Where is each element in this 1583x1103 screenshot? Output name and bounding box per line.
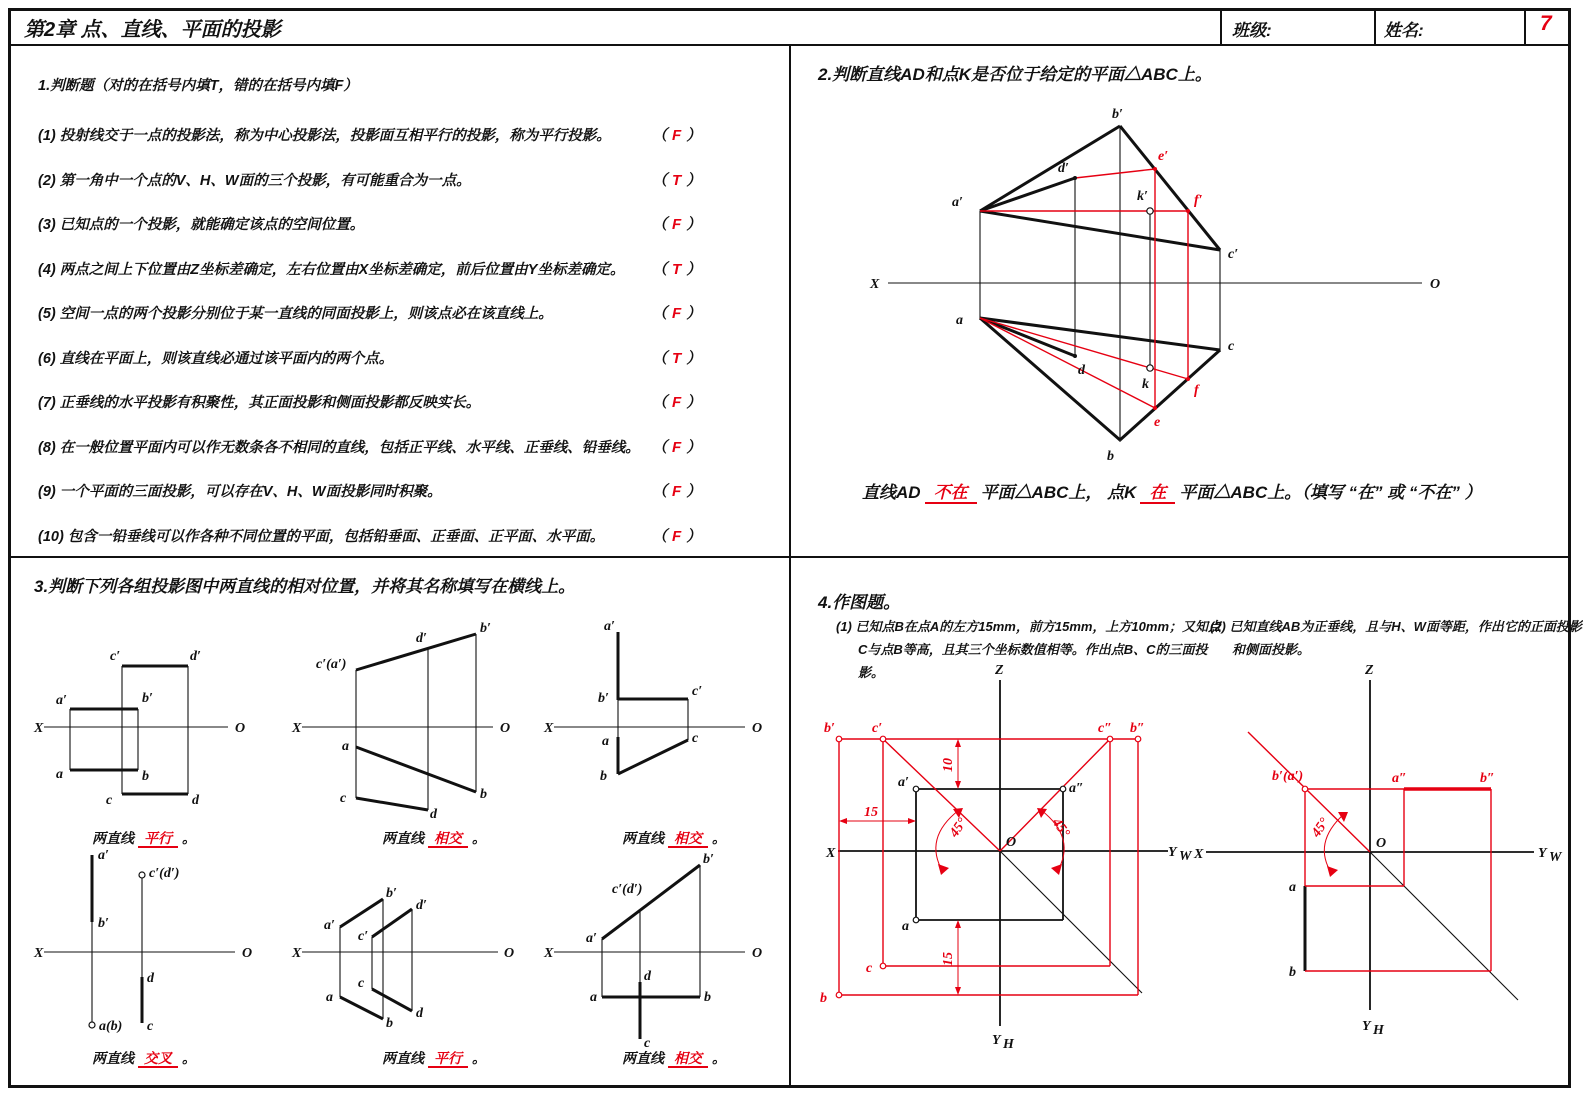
- figure-label: b′: [480, 621, 491, 636]
- figure-label: a: [902, 919, 909, 934]
- figure-label: k′: [1137, 189, 1148, 204]
- figure-label: b: [600, 769, 607, 784]
- q1-item-2: [38, 169, 762, 191]
- figure-label: b′: [703, 852, 714, 867]
- q1-item-answer: （ T ）: [652, 349, 702, 367]
- q3-title: 3.判断下列各组投影图中两直线的相对位置，并将其名称填写在横线上。: [34, 577, 576, 596]
- figure-label: W: [1179, 849, 1192, 864]
- figure-label: b: [142, 769, 149, 784]
- figure-label: W: [1549, 850, 1562, 865]
- figure-label: c′(a′): [316, 657, 347, 672]
- figure-label: c′(d′): [612, 882, 643, 897]
- q1-item-text: (3) 已知点的一个投影，就能确定该点的空间位置。: [38, 217, 365, 233]
- figure-label: a: [956, 313, 963, 328]
- figure-label: Y: [1168, 845, 1177, 860]
- q3-blank-5: 平行: [428, 1050, 468, 1068]
- figure-label: k: [1142, 377, 1149, 392]
- figure-label: b′: [386, 886, 397, 901]
- q1-answer-letter: F: [672, 394, 682, 411]
- figure-label: X: [34, 946, 44, 961]
- q3-blank-6: 相交: [668, 1050, 708, 1068]
- q1-title: 1.判断题（对的在括号内填T，错的在括号内填F）: [38, 78, 358, 94]
- figure-label: 45°: [1308, 815, 1333, 841]
- q2-blank-1: 不在: [925, 483, 977, 504]
- figure-label: a: [56, 767, 63, 782]
- q3-answer-2: 两直线 相交 。: [382, 830, 486, 846]
- figure-label: c′: [692, 684, 703, 699]
- figure-label: b′: [598, 691, 609, 706]
- figure-label: a: [590, 990, 597, 1005]
- q1-answer-letter: F: [672, 305, 682, 322]
- figure-label: X: [1194, 847, 1204, 862]
- q1-item-text: (10) 包含一铅垂线可以作各种不同位置的平面，包括铅垂面、正垂面、正平面、水平面。: [38, 528, 605, 545]
- figure-label: 15: [864, 805, 878, 820]
- figure-label: c″: [1098, 721, 1112, 736]
- figure-label: a: [342, 739, 349, 754]
- q1-item-answer: （ F ）: [652, 438, 702, 456]
- figure-label: f: [1194, 383, 1199, 398]
- figure-label: O: [500, 721, 511, 736]
- figure-label: c: [866, 961, 873, 976]
- q3-blank-2: 相交: [428, 830, 468, 848]
- figure-label: b′: [1112, 107, 1123, 122]
- q3-figure-5: [288, 827, 524, 1077]
- q1-item-answer: （ F ）: [652, 216, 702, 233]
- name-label: 姓名:: [1384, 21, 1424, 40]
- q1-answer-letter: F: [672, 483, 682, 500]
- figure-label: Z: [995, 663, 1004, 678]
- q1-item-7: [38, 391, 762, 413]
- figure-label: b: [386, 1016, 393, 1031]
- figure-label: O: [235, 721, 246, 736]
- figure-label: H: [1373, 1023, 1384, 1038]
- figure-label: X: [826, 846, 836, 861]
- q1-item-answer: （ F ）: [652, 527, 702, 545]
- q1-item-1: [38, 124, 762, 146]
- figure-label: c: [358, 976, 365, 991]
- figure-label: X: [34, 721, 44, 736]
- q1-item-answer: （ T ）: [652, 260, 702, 278]
- figure-label: b: [820, 991, 827, 1006]
- figure-label: b: [1107, 449, 1114, 464]
- q3-answer-4: 两直线 交叉 。: [92, 1050, 196, 1066]
- figure-label: a″: [1069, 781, 1084, 796]
- figure-label: b: [480, 787, 487, 802]
- q3-figure-1: [30, 602, 266, 852]
- figure-label: d: [644, 969, 651, 984]
- header-cell-line-2: [1374, 8, 1376, 46]
- q1-item-answer: （ F ）: [652, 483, 702, 500]
- q3-figure-2: [288, 602, 524, 852]
- q3-figure-4: [30, 827, 266, 1077]
- figure-label: c: [1228, 339, 1235, 354]
- figure-label: c′: [1228, 247, 1239, 262]
- figure-label: d: [147, 971, 154, 986]
- q2-answer-part2: 平面△ABC上， 点K: [980, 483, 1137, 502]
- q1-item-3: [38, 213, 762, 235]
- figure-label: H: [1003, 1037, 1014, 1052]
- figure-label: X: [292, 721, 302, 736]
- q3-figure-3: [540, 602, 776, 852]
- q1-answer-letter: F: [672, 527, 682, 545]
- figure-label: a′: [98, 848, 109, 863]
- figure-label: d: [430, 807, 437, 822]
- q1-answer-letter: T: [672, 349, 682, 367]
- figure-label: a′: [586, 931, 597, 946]
- figure-label: a′: [604, 619, 615, 634]
- q4-figure-1: [810, 658, 1200, 1058]
- figure-label: d: [1078, 363, 1085, 378]
- figure-label: X: [292, 946, 302, 961]
- q1-item-text: (7) 正垂线的水平投影有积聚性，其正面投影和侧面投影都反映实长。: [38, 395, 481, 411]
- q3-blank-3: 相交: [668, 830, 708, 848]
- figure-label: Z: [1365, 663, 1374, 678]
- figure-label: a(b): [99, 1019, 123, 1034]
- figure-label: b′(a′): [1272, 769, 1304, 784]
- header-cell-line-3: [1524, 8, 1526, 46]
- q1-item-text: (8) 在一般位置平面内可以作无数条各不相同的直线，包括正平线、水平线、正垂线、铅垂线。: [38, 439, 640, 456]
- q3-answer-3: 两直线 相交 。: [622, 830, 726, 846]
- figure-label: a″: [1392, 771, 1407, 786]
- q1-item-answer: （ F ）: [652, 394, 702, 411]
- figure-label: a′: [952, 195, 963, 210]
- q1-item-5: [38, 302, 762, 324]
- figure-label: c: [692, 731, 699, 746]
- figure-label: b″: [1130, 721, 1145, 736]
- q1-item-9: [38, 480, 762, 502]
- class-label: 班级:: [1232, 21, 1272, 40]
- q1-item-6: [38, 347, 762, 369]
- figure-label: e: [1154, 415, 1161, 430]
- q3-blank-1: 平行: [138, 830, 178, 848]
- figure-label: a′: [898, 775, 909, 790]
- q3-answer-prefix: 两直线: [92, 830, 134, 846]
- q2-answer-part1: 直线AD: [862, 483, 921, 502]
- q4-title: 4.作图题。: [818, 593, 901, 612]
- q1-answer-letter: F: [672, 438, 682, 456]
- figure-label: e′: [1158, 149, 1169, 164]
- figure-label: b′: [824, 721, 835, 736]
- figure-label: 10: [941, 758, 956, 772]
- page-title: 第2章 点、直线、平面的投影: [24, 19, 281, 41]
- figure-label: O: [242, 946, 253, 961]
- figure-label: c′: [358, 929, 369, 944]
- q1-answer-letter: F: [672, 216, 682, 233]
- q1-item-4: [38, 258, 762, 280]
- q1-answer-letter: T: [672, 171, 682, 189]
- page-number: 7: [1540, 12, 1552, 35]
- vertical-divider: [789, 45, 791, 1088]
- figure-label: d′: [1058, 161, 1069, 176]
- q2-answer-line: [862, 478, 1482, 503]
- figure-label: O: [1430, 277, 1441, 292]
- q1-item-text: (1) 投射线交于一点的投影法，称为中心投影法，投影面互相平行的投影，称为平行投影。: [38, 128, 611, 144]
- figure-label: a: [326, 990, 333, 1005]
- q2-figure: [850, 88, 1470, 488]
- q4-sub2-text: (2) 已知直线AB为正垂线，且与H、W面等距，作出它的正面投影和侧面投影。: [1210, 619, 1582, 657]
- figure-label: O: [752, 721, 763, 736]
- figure-label: d′: [416, 898, 427, 913]
- q1-item-8: [38, 436, 762, 458]
- figure-label: X: [870, 277, 880, 292]
- q1-item-text: (9) 一个平面的三面投影，可以存在V、H、W面投影同时积聚。: [38, 484, 442, 500]
- q1-answer-letter: F: [672, 127, 682, 144]
- figure-label: a: [1289, 880, 1296, 895]
- q2-answer-part3: 平面△ABC上。（填写 “在” 或 “不在” ）: [1179, 483, 1482, 502]
- figure-label: c: [147, 1019, 154, 1034]
- figure-label: b′: [98, 916, 109, 931]
- figure-label: Y: [1538, 846, 1547, 861]
- figure-label: b′: [142, 691, 153, 706]
- q3-blank-4: 交叉: [138, 1050, 178, 1068]
- q1-item-text: (6) 直线在平面上，则该直线必通过该平面内的两个点。: [38, 350, 394, 367]
- figure-label: d: [416, 1006, 423, 1021]
- figure-label: b: [1289, 965, 1296, 980]
- header-cell-line-1: [1220, 8, 1222, 46]
- figure-label: c: [106, 793, 113, 808]
- figure-label: 45°: [1048, 815, 1073, 841]
- q3-answer-6: 两直线 相交 。: [622, 1050, 726, 1066]
- figure-label: a′: [324, 918, 335, 933]
- q1-item-text: (4) 两点之间上下位置由Z坐标差确定，左右位置由X坐标差确定，前后位置由Y坐标差确定。: [38, 261, 625, 278]
- q4-sub1-text: (1) 已知点B在点A的左方15mm，前方15mm，上方10mm；又知点C与点B等高，且其三个坐标数值相等。作出点B、C的三面投影。: [836, 619, 1222, 680]
- figure-label: a′: [56, 693, 67, 708]
- figure-label: d′: [190, 649, 201, 664]
- q1-item-answer: （ F ）: [652, 127, 702, 144]
- figure-label: X: [544, 946, 554, 961]
- figure-label: X: [544, 721, 554, 736]
- q1-answer-letter: T: [672, 260, 682, 278]
- q3-answer-5: 两直线 平行 。: [382, 1050, 486, 1066]
- figure-label: c: [644, 1036, 651, 1051]
- q4-figure-2: [1186, 658, 1576, 1058]
- q1-item-answer: （ F ）: [652, 305, 702, 322]
- figure-label: c′: [872, 721, 883, 736]
- q1-item-text: (2) 第一角中一个点的V、H、W面的三个投影，有可能重合为一点。: [38, 172, 471, 189]
- q1-item-10: [38, 525, 762, 547]
- q1-section: [38, 68, 762, 553]
- horizontal-divider: [8, 556, 1571, 558]
- figure-label: 15: [941, 952, 956, 966]
- figure-label: c′: [110, 649, 121, 664]
- figure-label: 45°: [946, 815, 971, 841]
- q1-item-answer: （ T ）: [652, 171, 702, 189]
- figure-label: c′(d′): [149, 866, 180, 881]
- figure-label: Y: [1362, 1019, 1371, 1034]
- figure-label: O: [1006, 835, 1017, 850]
- q3-figure-6: [540, 827, 776, 1077]
- figure-label: b: [704, 990, 711, 1005]
- q1-item-text: (5) 空间一点的两个投影分别位于某一直线的同面投影上，则该点必在该直线上。: [38, 306, 553, 322]
- figure-label: b″: [1480, 771, 1495, 786]
- figure-label: Y: [992, 1033, 1001, 1048]
- q3-answer-1: 两直线 平行 。: [92, 830, 196, 846]
- figure-label: O: [752, 946, 763, 961]
- figure-label: O: [1376, 836, 1387, 851]
- figure-label: f′: [1194, 193, 1203, 208]
- figure-label: c: [340, 791, 347, 806]
- figure-label: a: [602, 734, 609, 749]
- figure-label: d: [192, 793, 199, 808]
- figure-label: d′: [416, 631, 427, 646]
- q2-title: 2.判断直线AD和点K是否位于给定的平面△ABC上。: [818, 65, 1212, 84]
- figure-label: O: [504, 946, 515, 961]
- q2-blank-2: 在: [1140, 483, 1175, 504]
